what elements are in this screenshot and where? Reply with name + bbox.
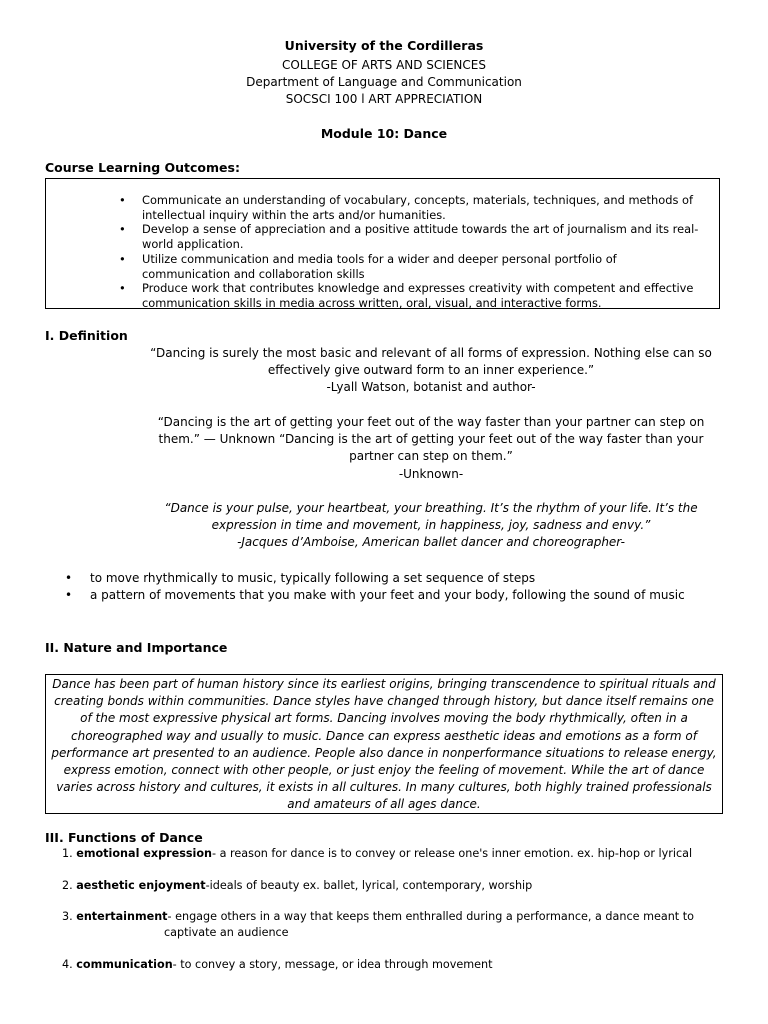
outcome-item (119, 252, 702, 282)
outcome-text: Communicate an understanding of vocabulary, concepts, materials, techniques, and methods of intellectual inquiry within the arts and/or humanities. (142, 193, 693, 222)
function-number: 1. (62, 847, 73, 860)
function-item (62, 909, 722, 941)
outcome-item (119, 281, 702, 311)
function-term: communication (76, 958, 173, 971)
university-name: University of the Cordilleras (284, 38, 484, 53)
bullet-icon: • (119, 281, 126, 295)
quote-block (148, 414, 714, 483)
function-description: - a reason for dance is to convey or release one's inner emotion. ex. hip-hop or lyrical (212, 847, 693, 860)
function-item (62, 878, 722, 894)
outcome-text: Utilize communication and media tools for a wider and deeper personal portfolio of communication and collaboration skills (142, 252, 617, 281)
module-title: Module 10: Dance (320, 126, 448, 141)
quote-author: -Unknown- (398, 466, 464, 481)
function-number: 3. (62, 910, 73, 923)
nature-box (45, 674, 723, 814)
bullet-icon: • (119, 222, 126, 236)
function-term: entertainment (76, 910, 168, 923)
nature-heading: II. Nature and Importance (45, 640, 228, 655)
definition-heading: I. Definition (45, 328, 128, 343)
quote-author: -Lyall Watson, botanist and author- (326, 380, 536, 395)
function-number: 2. (62, 879, 73, 892)
quote-block (148, 345, 714, 397)
function-description-continued: captivate an audience (164, 926, 289, 939)
function-description: - engage others in a way that keeps them enthralled during a performance, a dance meant to (167, 910, 694, 923)
bullet-icon: • (65, 588, 73, 602)
quote-text: “Dancing is the art of getting your feet out of the way faster than your partner can step on them.” — Unknown “Dancing is the art of getting your feet out of the way faster than your partner can step on them.” (157, 415, 705, 464)
college-name: COLLEGE OF ARTS AND SCIENCES (282, 58, 486, 72)
bullet-icon: • (119, 193, 126, 207)
function-item (62, 846, 722, 862)
outcomes-box (45, 178, 720, 309)
quote-text: “Dance is your pulse, your heartbeat, your breathing. It’s the rhythm of your life. It’s the expression in time and movement, in happiness, joy, sadness and envy.” (164, 501, 698, 533)
quote-text: “Dancing is surely the most basic and relevant of all forms of expression. Nothing else can so effectively give outward form to an inner experience.” (150, 346, 712, 378)
quote-author: -Jacques d’Amboise, American ballet dancer and choreographer- (237, 535, 625, 550)
nature-text: Dance has been part of human history since its earliest origins, bringing transcendence to spiritual rituals and creating bonds within communities. Dance styles have changed through history, but dance itself remains one of the most expressive physical art forms. Dancing involves moving the body rhythmically, often in a choreographed way and usually to music. Dance can express aesthetic ideas and emotions as a form of performance art presented to an audience. People also dance in nonperformance situations to release energy, express emotion, connect with other people, or just enjoy the feeling of movement. While the art of dance varies across history and cultures, it exists in all cultures. In many cultures, both highly trained professionals and amateurs of all ages dance. (51, 677, 717, 812)
bullet-text: a pattern of movements that you make with your feet and your body, following the sound of music (90, 588, 685, 602)
function-description: - to convey a story, message, or idea through movement (172, 958, 493, 971)
outcome-text: Produce work that contributes knowledge and expresses creativity with competent and effective communication skills in media across written, oral, visual, and interactive forms. (142, 281, 694, 310)
quote-block (148, 500, 714, 552)
course-title: SOCSCI 100 l ART APPRECIATION (285, 92, 483, 106)
outcome-text: Develop a sense of appreciation and a positive attitude towards the art of journalism and its real-world application. (142, 222, 699, 251)
department-name: Department of Language and Communication (246, 75, 522, 89)
functions-heading: III. Functions of Dance (45, 830, 203, 845)
function-term: aesthetic enjoyment (76, 879, 206, 892)
function-number: 4. (62, 958, 73, 971)
definition-bullet (65, 570, 535, 587)
function-description: -ideals of beauty ex. ballet, lyrical, contemporary, worship (205, 879, 533, 892)
bullet-icon: • (65, 571, 73, 585)
outcomes-heading: Course Learning Outcomes: (45, 160, 240, 175)
bullet-icon: • (119, 252, 126, 266)
definition-bullet (65, 587, 685, 604)
outcome-item (119, 222, 702, 252)
function-term: emotional expression (76, 847, 213, 860)
function-item (62, 957, 722, 973)
bullet-text: to move rhythmically to music, typically following a set sequence of steps (90, 571, 536, 585)
outcome-item (119, 193, 702, 223)
